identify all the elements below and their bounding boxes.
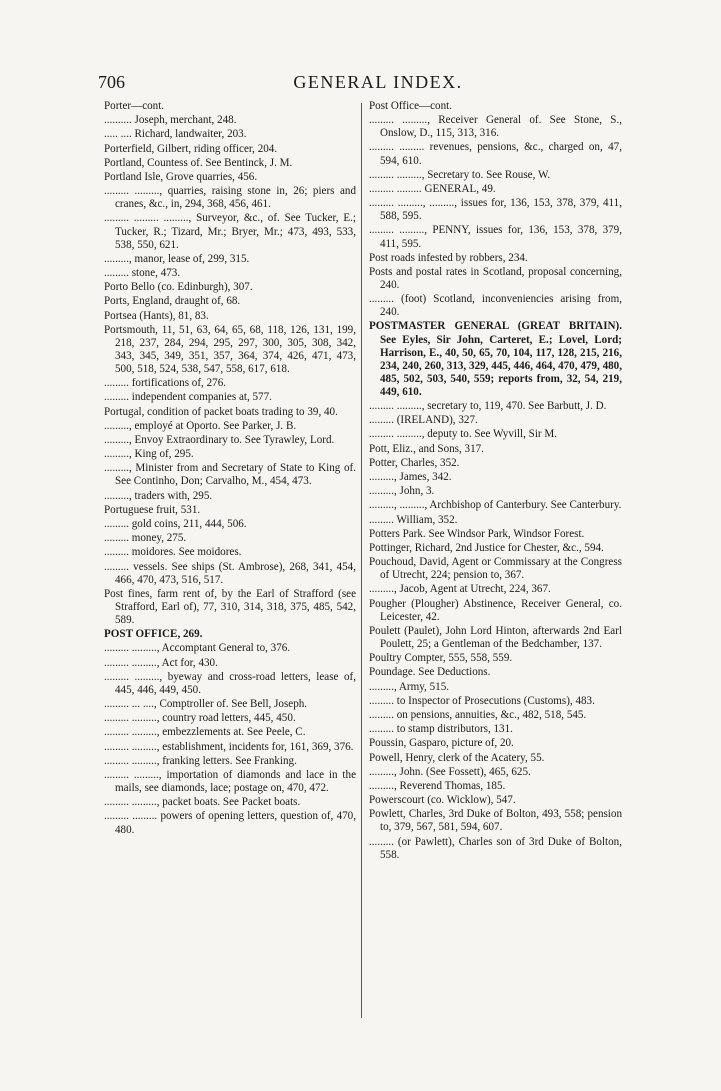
index-entry: Pott, Eliz., and Sons, 317. xyxy=(369,442,484,455)
page-header xyxy=(98,72,658,96)
index-entry: Portugal, condition of packet boats trading to 39, 40. xyxy=(104,405,338,418)
index-entry: Pougher (Plougher) Abstinence, Receiver General, co. Leicester, 42. xyxy=(369,597,622,623)
index-entry: ........., employé at Oporto. See Parker, J. B. xyxy=(104,419,297,432)
index-entry: ......... ........., Act for, 430. xyxy=(104,656,218,669)
index-entry: Porto Bello (co. Edinburgh), 307. xyxy=(104,281,253,294)
index-entry: ......... ........., embezzlements at. See Peele, C. xyxy=(104,726,306,739)
index-entry: ......... ......... powers of opening letters, question of, 470, 480. xyxy=(104,810,356,836)
index-entry: ......... money, 275. xyxy=(104,532,187,545)
index-entry: ......... ........., importation of diamonds and lace in the mails, see diamonds, lace; postage on, 470, 472. xyxy=(104,768,356,795)
index-entry: ........., Jacob, Agent at Utrecht, 224, 367. xyxy=(369,583,551,596)
index-entry: ......... ........., quarries, raising stone in, 26; piers and cranes, &c., in, 294, 368, 456, 461. xyxy=(104,185,356,211)
index-entry: ......... ......... ........., Surveyor, &c., of. See Tucker, E.; Tucker, R.; Tizard, Mr.; Bryer, Mr.; 473, 493, 533, 538, 550, 621. xyxy=(104,212,356,251)
index-column-right xyxy=(369,100,622,863)
index-entry: ......... William, 352. xyxy=(369,513,458,526)
index-entry: Poundage. See Deductions. xyxy=(369,666,491,679)
index-entry: Poussin, Gasparo, picture of, 20. xyxy=(369,737,514,750)
index-entry: Powell, Henry, clerk of the Acatery, 55. xyxy=(369,751,545,764)
index-entry: Post fines, farm rent of, by the Earl of Strafford (see Strafford, Earl of), 77, 310, 314, 318, 375, 485, 542, 589. xyxy=(104,587,356,626)
index-entry: Potter, Charles, 352. xyxy=(369,456,460,469)
index-entry: ......... to Inspector of Prosecutions (Customs), 483. xyxy=(369,694,595,707)
index-entry: ......... (foot) Scotland, inconveniencies arising from, 240. xyxy=(369,293,622,319)
index-entry: .......... Joseph, merchant, 248. xyxy=(104,114,237,127)
index-entry: ........., traders with, 295. xyxy=(104,489,213,502)
index-entry: Portsmouth, 11, 51, 63, 64, 65, 68, 118, 126, 131, 199, 218, 237, 284, 294, 295, 297, 300, 305, 308, 342, 343, 345, 349, 351, 357, 364, 374, 426, 471, 473, 500, 518, 524, 538, 547, 558, 617, 618. xyxy=(104,323,356,375)
index-entry: Poultry Compter, 555, 558, 559. xyxy=(369,652,513,665)
index-entry: Porter—cont. xyxy=(104,100,165,112)
index-entry: ......... ........., establishment, incidents for, 161, 369, 376. xyxy=(104,740,354,753)
index-entry: ........., Army, 515. xyxy=(369,680,450,693)
index-entry: Powlett, Charles, 3rd Duke of Bolton, 493, 558; pension to, 379, 567, 581, 594, 607. xyxy=(369,808,622,834)
index-entry: ......... ... ...., Comptroller of. See Bell, Joseph. xyxy=(104,698,308,711)
page-number: 706 xyxy=(98,72,125,92)
index-entry: ......... ........., country road letters, 445, 450. xyxy=(104,712,296,725)
index-entry: POST OFFICE, 269. xyxy=(104,628,203,641)
index-entry: Portland, Countess of. See Bentinck, J. M. xyxy=(104,156,293,169)
index-entry: Porterfield, Gilbert, riding officer, 204. xyxy=(104,142,278,155)
index-entry: ........., ........., Archbishop of Canterbury. See Canterbury. xyxy=(369,499,622,512)
index-entry: ........., John. (See Fossett), 465, 625. xyxy=(369,765,531,778)
index-entry: ......... ........., packet boats. See Packet boats. xyxy=(104,796,301,809)
index-entry: Post roads infested by robbers, 234. xyxy=(369,251,528,264)
index-entry: Pouchoud, David, Agent or Commissary at the Congress of Utrecht, 224; pension to, 367. xyxy=(369,556,622,582)
index-entry: ........., manor, lease of, 299, 315. xyxy=(104,252,250,265)
index-entry: ......... stone, 473. xyxy=(104,266,181,279)
index-entry: ......... ......... revenues, pensions, &c., charged on, 47, 594, 610. xyxy=(369,141,622,167)
index-entry: Poulett (Paulet), John Lord Hinton, afterwards 2nd Earl Poulett, 25; a Gentleman of the Bedchamber, 137. xyxy=(369,624,622,650)
index-entry: ......... on pensions, annuities, &c., 482, 518, 545. xyxy=(369,708,587,721)
index-entry: ......... independent companies at, 577. xyxy=(104,391,272,404)
index-entry: ..... .... Richard, landwaiter, 203. xyxy=(104,128,247,141)
index-entry: ......... ........., deputy to. See Wyvill, Sir M. xyxy=(369,428,558,441)
index-entry: Powerscourt (co. Wicklow), 547. xyxy=(369,794,516,807)
index-entry: Post Office—cont. xyxy=(369,100,452,112)
index-entry: ......... ........., secretary to, 119, 470. See Barbutt, J. D. xyxy=(369,400,607,413)
index-entry: Potters Park. See Windsor Park, Windsor Forest. xyxy=(369,527,585,540)
index-entry: Ports, England, draught of, 68. xyxy=(104,295,241,308)
index-entry: ......... ........., Receiver General of. See Stone, S., Onslow, D., 115, 313, 316. xyxy=(369,114,622,140)
index-entry: Portsea (Hants), 81, 83. xyxy=(104,309,209,322)
index-entry: Posts and postal rates in Scotland, proposal concerning, 240. xyxy=(369,265,622,291)
index-entry: ........., John, 3. xyxy=(369,485,435,498)
index-entry: ......... vessels. See ships (St. Ambrose), 268, 341, 454, 466, 470, 473, 516, 517. xyxy=(104,560,356,586)
index-entry: ......... fortifications of, 276. xyxy=(104,377,227,390)
index-entry: ........., James, 342. xyxy=(369,471,452,484)
index-entry: ......... ........., PENNY, issues for, 136, 153, 378, 379, 411, 595. xyxy=(369,224,622,250)
index-entry: Pottinger, Richard, 2nd Justice for Chester, &c., 594. xyxy=(369,541,604,554)
index-entry: ......... gold coins, 211, 444, 506. xyxy=(104,517,247,530)
index-entry: Portuguese fruit, 531. xyxy=(104,503,201,516)
index-entry: ......... ......... GENERAL, 49. xyxy=(369,182,496,195)
index-entry: ......... ........., byeway and cross-road letters, lease of, 445, 446, 449, 450. xyxy=(104,670,356,696)
index-entry: ......... (IRELAND), 327. xyxy=(369,414,478,427)
index-column-left xyxy=(104,100,356,838)
page-title: GENERAL INDEX. xyxy=(293,72,463,92)
index-entry: ........., King of, 295. xyxy=(104,448,194,461)
index-entry: ......... ........., Accomptant General to, 376. xyxy=(104,642,291,655)
index-entry: ........., Envoy Extraordinary to. See Tyrawley, Lord. xyxy=(104,433,335,446)
index-entry: ........., Reverend Thomas, 185. xyxy=(369,779,506,792)
index-entry: ......... ........., ........., issues for, 136, 153, 378, 379, 411, 588, 595. xyxy=(369,197,622,223)
index-entry: ........., Minister from and Secretary of State to King of. See Continho, Don; Carvalho, M., 454, 473. xyxy=(104,462,356,488)
index-entry: ......... to stamp distributors, 131. xyxy=(369,723,513,736)
column-divider xyxy=(361,103,362,1018)
index-entry: ......... ........., franking letters. See Franking. xyxy=(104,754,297,767)
index-entry: ......... (or Pawlett), Charles son of 3rd Duke of Bolton, 558. xyxy=(369,835,622,861)
index-entry: ......... ........., Secretary to. See Rouse, W. xyxy=(369,168,551,181)
index-entry: POSTMASTER GENERAL (GREAT BRITAIN). See Eyles, Sir John, Carteret, E.; Lovel, Lord; Harrison, E., 40, 50, 65, 70, 104, 117, 128, 215, 216, 234, 240, 260, 313, 329, 445, 446, 464, 470, 479, 480, 485, 502, 503, 540, 559; reports from, 32, 54, 219, 449, 610. xyxy=(369,320,622,398)
index-entry: ......... moidores. See moidores. xyxy=(104,546,242,559)
index-entry: Portland Isle, Grove quarries, 456. xyxy=(104,170,258,183)
